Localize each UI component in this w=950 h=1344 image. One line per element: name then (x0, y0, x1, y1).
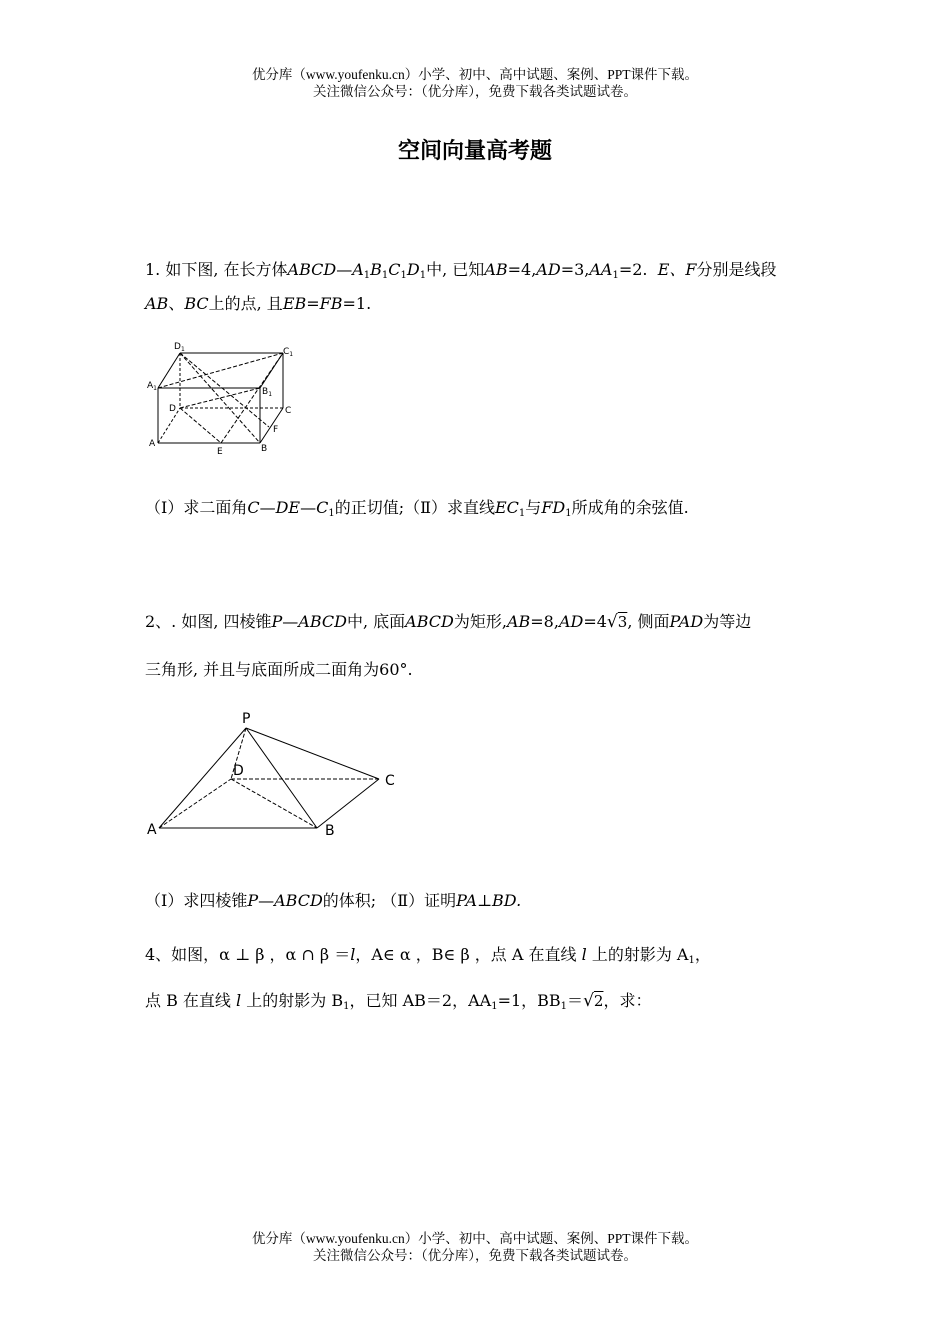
q1-line-1: 1. 如下图, 在长方体$ABCD—A_1B_1C_1D_1$中, 已知$AB=4,AD=3,AA_1=2$. E、F分别是线段 (145, 260, 777, 281)
footer-line-2: 关注微信公众号：（优分库），免费下载各类试题试卷。 (313, 1248, 637, 1263)
label-A1: $A_1$ (147, 381, 157, 392)
label-C1: $C_1$ (283, 347, 294, 358)
label-B: B (261, 444, 268, 454)
page-header (0, 66, 950, 100)
label-B: B (325, 823, 335, 839)
label-C: C (285, 406, 292, 416)
q1-cuboid-figure (145, 338, 305, 458)
label-D: D (169, 404, 176, 414)
q2-line-1: 2、. 如图, 四棱锥P—ABCD中, 底面ABCD为矩形,AB=8,AD=4√3, 侧面PAD为等边 (145, 612, 752, 632)
q4-line-2: 点 B 在直线 l 上的射影为 $B_1$，已知 AB＝2，$AA_1=1$，$BB_1=√2$，求： (145, 991, 652, 1012)
sqrt-2: √2 (583, 991, 604, 1011)
page-footer (0, 1230, 950, 1264)
header-line-1: 优分库（www.youfenku.cn）小学、初中、高中试题、案例、PPT课件下载。 (251, 67, 699, 82)
q2-line-2: 三角形, 并且与底面所成二面角为60°. (145, 660, 413, 679)
label-D: D (233, 763, 244, 779)
label-B1: $B_1$ (262, 387, 273, 398)
header-line-2: 关注微信公众号：（优分库），免费下载各类试题试卷。 (313, 84, 637, 99)
page-title: 空间向量高考题 (397, 139, 552, 164)
label-D1: $D_1$ (174, 342, 185, 353)
label-C: C (385, 773, 395, 789)
label-F: F (273, 425, 279, 435)
label-P: P (242, 711, 251, 727)
q4-line-1: 4、如图，α ⊥ β ，α ∩ β ＝l，A∈ α ，B∈ β ，点 A 在直线 l 上的射影为 $A_1$， (145, 945, 711, 966)
footer-line-1: 优分库（www.youfenku.cn）小学、初中、高中试题、案例、PPT课件下载。 (251, 1231, 699, 1246)
label-A: A (147, 822, 157, 838)
q1-question: （Ⅰ）求二面角$C—DE—C_1$的正切值;（Ⅱ）求直线$EC_1$与$FD_1$所成角的余弦值. (145, 498, 689, 519)
label-A: A (149, 439, 156, 449)
sqrt-3: √3 (606, 612, 628, 632)
q2-pyramid-figure (145, 708, 405, 842)
label-E: E (217, 447, 223, 457)
q1-line-2: AB、BC上的点, 且EB=FB=1. (145, 294, 372, 313)
q2-question: （Ⅰ）求四棱锥P—ABCD的体积; （Ⅱ）证明PA⊥BD. (145, 891, 522, 910)
